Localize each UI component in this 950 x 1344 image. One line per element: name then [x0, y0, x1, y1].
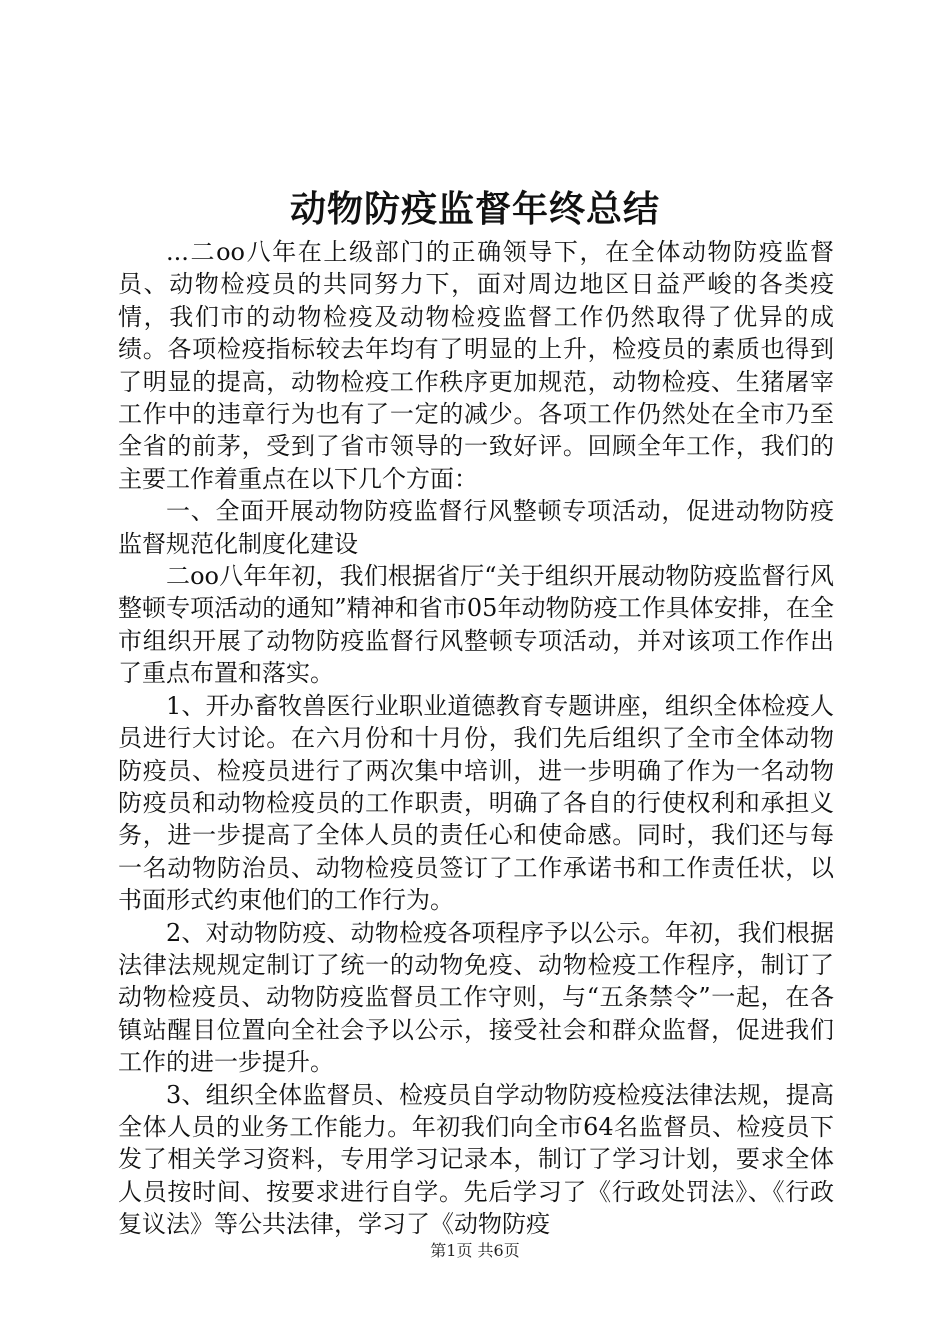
paragraph-item-2: 2、对动物防疫、动物检疫各项程序予以公示。年初，我们根据法律法规规定制订了统一的动物免疫、动物检疫工作程序，制订了动物检疫员、动物防疫监督员工作守则，与“五条禁令”一起，在各镇站醒目位置向全社会予以公示，接受社会和群众监督，促进我们工作的进一步提升。	[118, 918, 834, 1077]
paragraph-section-intro: 二oo八年年初，我们根据省厅“关于组织开展动物防疫监督行风整顿专项活动的通知”精神和省市05年动物防疫工作具体安排，在全市组织开展了动物防疫监督行风整顿专项活动，并对该项工作作出了重点布置和落实。	[118, 562, 834, 688]
paragraph-intro: ...二oo八年在上级部门的正确领导下，在全体动物防疫监督员、动物检疫员的共同努力下，面对周边地区日益严峻的各类疫情，我们市的动物检疫及动物检疫监督工作仍然取得了优异的成绩。各项检疫指标较去年均有了明显的上升，检疫员的素质也得到了明显的提高，动物检疫工作秩序更加规范，动物检疫、生猪屠宰工作中的违章行为也有了一定的减少。各项工作仍然处在全市乃至全省的前茅，受到了省市领导的一致好评。回顾全年工作，我们的主要工作着重点在以下几个方面：	[118, 238, 834, 493]
document-title: 动物防疫监督年终总结	[289, 188, 660, 230]
document-body	[118, 236, 834, 1241]
paragraph-section-heading: 一、全面开展动物防疫监督行风整顿专项活动，促进动物防疫监督规范化制度化建设	[118, 497, 834, 558]
paragraph-item-3: 3、组织全体监督员、检疫员自学动物防疫检疫法律法规，提高全体人员的业务工作能力。年初我们向全市64名监督员、检疫员下发了相关学习资料，专用学习记录本，制订了学习计划，要求全体人员按时间、按要求进行自学。先后学习了《行政处罚法》、《行政复议法》等公共法律，学习了《动物防疫	[118, 1080, 834, 1239]
paragraph-item-1: 1、开办畜牧兽医行业职业道德教育专题讲座，组织全体检疫人员进行大讨论。在六月份和十月份，我们先后组织了全市全体动物防疫员、检疫员进行了两次集中培训，进一步明确了作为一名动物防疫员和动物检疫员的工作职责，明确了各自的行使权利和承担义务，进一步提高了全体人员的责任心和使命感。同时，我们还与每一名动物防治员、动物检疫员签订了工作承诺书和工作责任状，以书面形式约束他们的工作行为。	[118, 691, 834, 915]
page-number-footer: 第1页 共6页	[430, 1241, 520, 1260]
